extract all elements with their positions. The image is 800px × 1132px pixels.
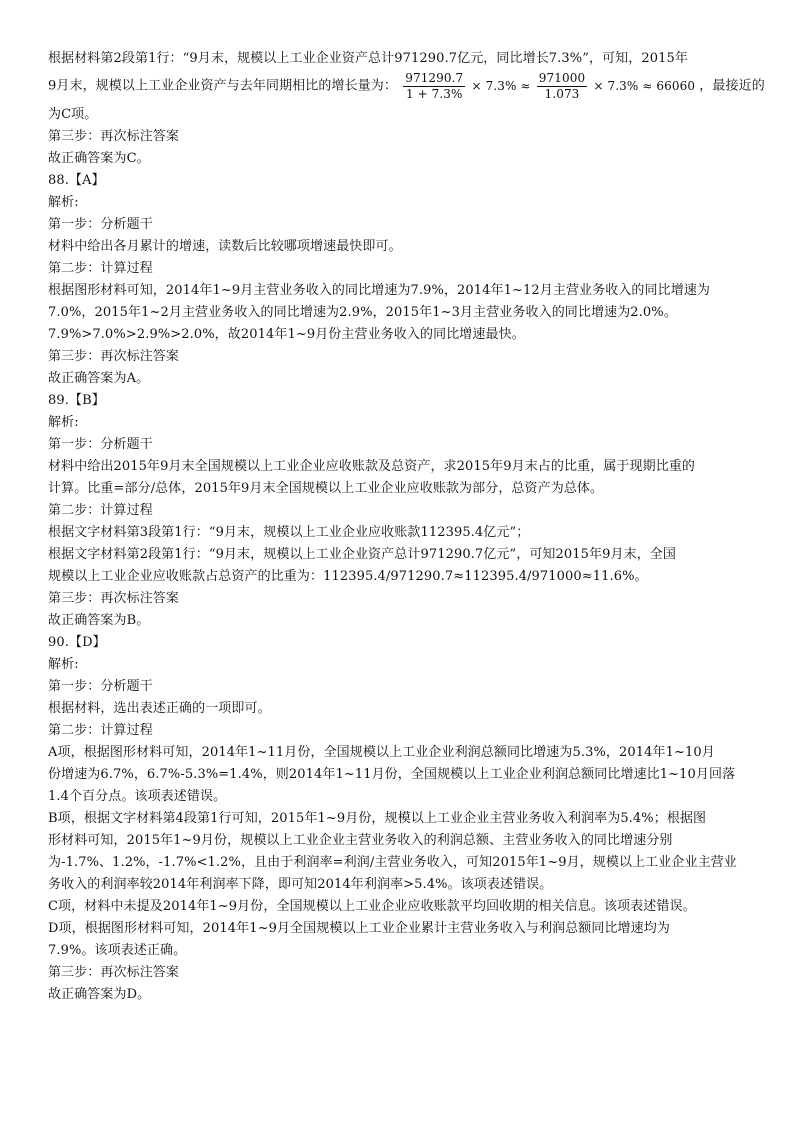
q90-option-c-line1: C项，材料中未提及2014年1~9月份，全国规模以上工业企业应收账款平均回收期的相关信息。该项表述错误。 [48,899,696,914]
q90-option-d-line1: D项，根据图形材料可知，2014年1~9月全国规模以上工业企业累计主营业务收入与利润总额同比增速均为 [48,921,670,936]
q89-step2-heading: 第二步：计算过程 [48,503,153,518]
q90-option-b-line4: 务收入的利润率较2014年利润率下降，即可知2014年利润率>5.4%。该项表述错误。 [48,877,553,892]
q87-formula-prefix: 9月末，规模以上工业企业资产与去年同期相比的增长量为： [48,78,397,94]
q90-step2-heading: 第二步：计算过程 [48,723,153,738]
q89-calc-line3: 规模以上工业企业应收账款占总资产的比重为：112395.4/971290.7≈112395.4/971000≈11.6%。 [48,569,648,584]
fraction-2-denominator: 1.073 [544,86,580,101]
q89-answer: 故正确答案为B。 [48,613,150,628]
q89-step1-line2: 计算。比重=部分/总体，2015年9月末全国规模以上工业企业应收账款为部分，总资产为总体。 [48,481,604,496]
q87-answer: 故正确答案为C。 [48,151,150,166]
q90-step1-heading: 第一步：分析题干 [48,679,153,694]
q88-step3-heading: 第三步：再次标注答案 [48,349,180,364]
q90-option-a-line3: 1.4个百分点。该项表述错误。 [48,789,227,804]
q90-analysis-label: 解析: [48,657,79,672]
q89-calc-line2: 根据文字材料第2段第1行：“9月末，规模以上工业企业资产总计971290.7亿元”，可知2015年9月末，全国 [48,547,676,562]
fraction-2-numerator: 971000 [538,70,586,85]
fraction-1 [403,71,465,102]
q88-analysis-label: 解析: [48,195,79,210]
fraction-1-denominator: 1 + 7.3% [405,86,463,101]
q90-option-b-line3: 为-1.7%、1.2%，-1.7%<1.2%，且由于利润率=利润/主营业务收入，可知2015年1~9月，规模以上工业企业主营业 [48,855,737,870]
q90-step3-heading: 第三步：再次标注答案 [48,965,180,980]
formula-operator-1: × 7.3% ≈ [471,79,531,93]
q90-answer: 故正确答案为D。 [48,987,151,1002]
q88-heading: 88.【A】 [48,173,105,188]
q87-text-line1: 根据材料第2段第1行：“9月末，规模以上工业企业资产总计971290.7亿元，同比增长7.3%”，可知，2015年 [48,51,688,66]
q88-step2-heading: 第二步：计算过程 [48,261,153,276]
q88-answer: 故正确答案为A。 [48,371,150,386]
q88-calc-line1: 根据图形材料可知，2014年1~9月主营业务收入的同比增速为7.9%，2014年1~12月主营业务收入的同比增速为 [48,283,711,298]
q90-option-b-line1: B项，根据文字材料第4段第1行可知，2015年1~9月份，规模以上工业企业主营业务收入利润率为5.4%；根据图 [48,811,707,826]
q90-option-d-line2: 7.9%。该项表述正确。 [48,943,187,958]
q90-option-b-line2: 形材料可知，2015年1~9月份，规模以上工业企业主营业务收入的利润总额、主营业务收入的同比增速分别 [48,833,673,848]
q88-step1-text: 材料中给出各月累计的增速，读数后比较哪项增速最快即可。 [48,239,402,254]
q90-heading: 90.【D】 [48,635,106,650]
q87-formula-suffix: ，最接近的 [699,78,765,94]
q88-step1-heading: 第一步：分析题干 [48,217,153,232]
q89-step3-heading: 第三步：再次标注答案 [48,591,180,606]
q90-step1-text: 根据材料，选出表述正确的一项即可。 [48,701,271,716]
q87-text-line3: 为C项。 [48,107,98,122]
formula-operator-2: × 7.3% ≈ 66060 [593,79,696,93]
q88-calc-line2: 7.0%，2015年1~2月主营业务收入的同比增速为2.9%，2015年1~3月主营业务收入的同比增速为2.0%。 [48,305,677,320]
q90-option-a-line2: 份增速为6.7%，6.7%-5.3%=1.4%，则2014年1~11月份，全国规模以上工业企业利润总额同比增速比1~10月回落 [48,767,736,782]
q89-calc-line1: 根据文字材料第3段第1行：“9月末，规模以上工业企业应收账款112395.4亿元”； [48,525,530,540]
q89-step1-line1: 材料中给出2015年9月末全国规模以上工业企业应收账款及总资产，求2015年9月末占的比重，属于现期比重的 [48,459,696,474]
q88-calc-line3: 7.9%>7.0%>2.9%>2.0%，故2014年1~9月份主营业务收入的同比增速最快。 [48,327,525,342]
q89-heading: 89.【B】 [48,393,105,408]
q87-formula-line [48,66,768,106]
fraction-1-numerator: 971290.7 [405,70,464,85]
q90-option-a-line1: A项，根据图形材料可知，2014年1~11月份，全国规模以上工业企业利润总额同比增速为5.3%，2014年1~10月 [48,745,715,760]
q89-step1-heading: 第一步：分析题干 [48,437,153,452]
q89-analysis-label: 解析: [48,415,79,430]
q87-step3-heading: 第三步：再次标注答案 [48,129,180,144]
fraction-2 [537,71,587,102]
